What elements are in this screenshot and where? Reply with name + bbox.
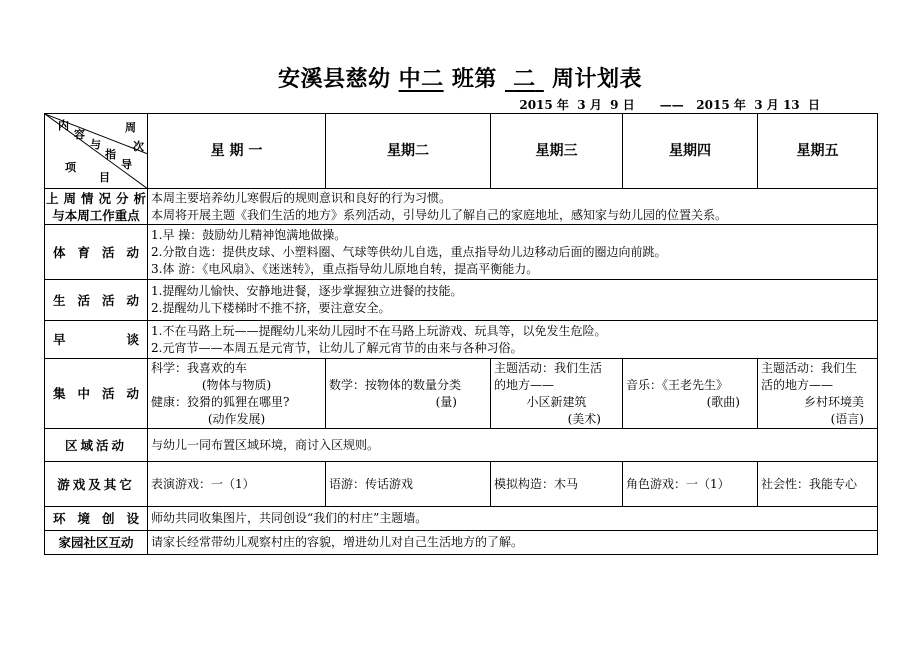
header-row [45,114,878,189]
group-activity-monday: 科学：我喜欢的车 (物体与物质) 健康：狡猾的狐狸在哪里? (动作发展) [148,359,326,429]
diag-label: 容 [74,128,85,141]
life-row [45,280,878,321]
group-activity-label: 集中活动 [45,359,148,429]
sports-row [45,225,878,280]
review-row [45,189,878,225]
group-activity-thursday: 音乐：《王老先生》 (歌曲) [623,359,758,429]
sports-label: 体育活动 [45,225,148,280]
review-label: 上周情况分析 与本周工作重点 [46,190,146,223]
morning-talk-label: 早 谈 [45,321,148,359]
group-activity-tuesday: 数学：按物体的数量分类 (量) [326,359,491,429]
date-range: 2015 年 3 月 9 日 —— 2015 年 3 月 13 日 [519,98,820,112]
diagonal-header-cell [45,114,148,189]
diag-label: 指 [105,148,116,161]
day-header-monday: 星 期 一 [148,114,326,189]
diag-label: 目 [99,171,110,184]
title-week-number: 二 [513,66,536,92]
home-community-label: 家园社区互动 [45,531,148,555]
games-thursday: 角色游戏：一（1） [623,462,758,507]
area-activity-content: 与幼儿一同布置区域环境，商讨入区规则。 [148,429,878,462]
home-community-row [45,531,878,555]
morning-talk-content: 1.不在马路上玩——提醒幼儿来幼儿园时不在马路上玩游戏、玩具等，以免发生危险。 2.元宵节——本周五是元宵节，让幼儿了解元宵节的由来与各种习俗。 [148,321,878,359]
day-header-tuesday: 星期二 [326,114,491,189]
life-content: 1.提醒幼儿愉快、安静地进餐，逐步掌握独立进餐的技能。 2.提醒幼儿下楼梯时不推不挤，要注意安全。 [148,280,878,321]
games-wednesday: 模拟构造：木马 [491,462,623,507]
group-activity-friday: 主题活动：我们生 活的地方—— 乡村环境美 (语言) [758,359,878,429]
area-activity-label: 区域活动 [45,429,148,462]
morning-talk-row [45,321,878,359]
environment-row [45,507,878,531]
diag-label: 周 [125,121,136,134]
sports-content: 1.早 操：鼓励幼儿精神饱满地做操。 2.分散自选：提供皮球、小塑料圈、气球等供幼儿自选，重点指导幼儿边移动后面的圈边向前跳。 3.体 游：《电风扇》、《迷迷转》，重点指导幼儿原地自转，提高平衡能力。 [148,225,878,280]
title-suffix: 周计划表 [552,66,643,92]
environment-content: 师幼共同收集图片，共同创设“我们的村庄”主题墙。 [148,507,878,531]
games-label: 游戏及其它 [45,462,148,507]
diag-label: 导 [121,158,132,171]
area-activity-row [45,429,878,462]
title-prefix: 安溪县慈幼 [277,66,391,92]
day-header-friday: 星期五 [758,114,878,189]
diag-label: 次 [133,140,144,153]
environment-label: 环境创设 [45,507,148,531]
group-activity-row [45,359,878,429]
title-mid: 班第 [451,66,497,92]
games-friday: 社会性：我能专心 [758,462,878,507]
page-title [0,62,920,93]
diag-label: 项 [65,161,76,174]
diag-label: 内 [58,119,69,132]
games-tuesday: 语游：传话游戏 [326,462,491,507]
group-activity-wednesday: 主题活动：我们生活 的地方—— 小区新建筑 (美术) [491,359,623,429]
weekly-plan-table [44,113,878,555]
games-monday: 表演游戏：一（1） [148,462,326,507]
day-header-thursday: 星期四 [623,114,758,189]
day-header-wednesday: 星期三 [491,114,623,189]
home-community-content: 请家长经常带幼儿观察村庄的容貌，增进幼儿对自己生活地方的了解。 [148,531,878,555]
life-label: 生活活动 [45,280,148,321]
title-class-name: 中二 [398,66,444,92]
diag-label: 与 [90,138,101,151]
review-content: 本周主要培养幼儿寒假后的规则意识和良好的行为习惯。 本周将开展主题《我们生活的地方》系列活动，引导幼儿了解自己的家庭地址，感知家与幼儿园的位置关系。 [148,189,878,225]
games-row [45,462,878,507]
